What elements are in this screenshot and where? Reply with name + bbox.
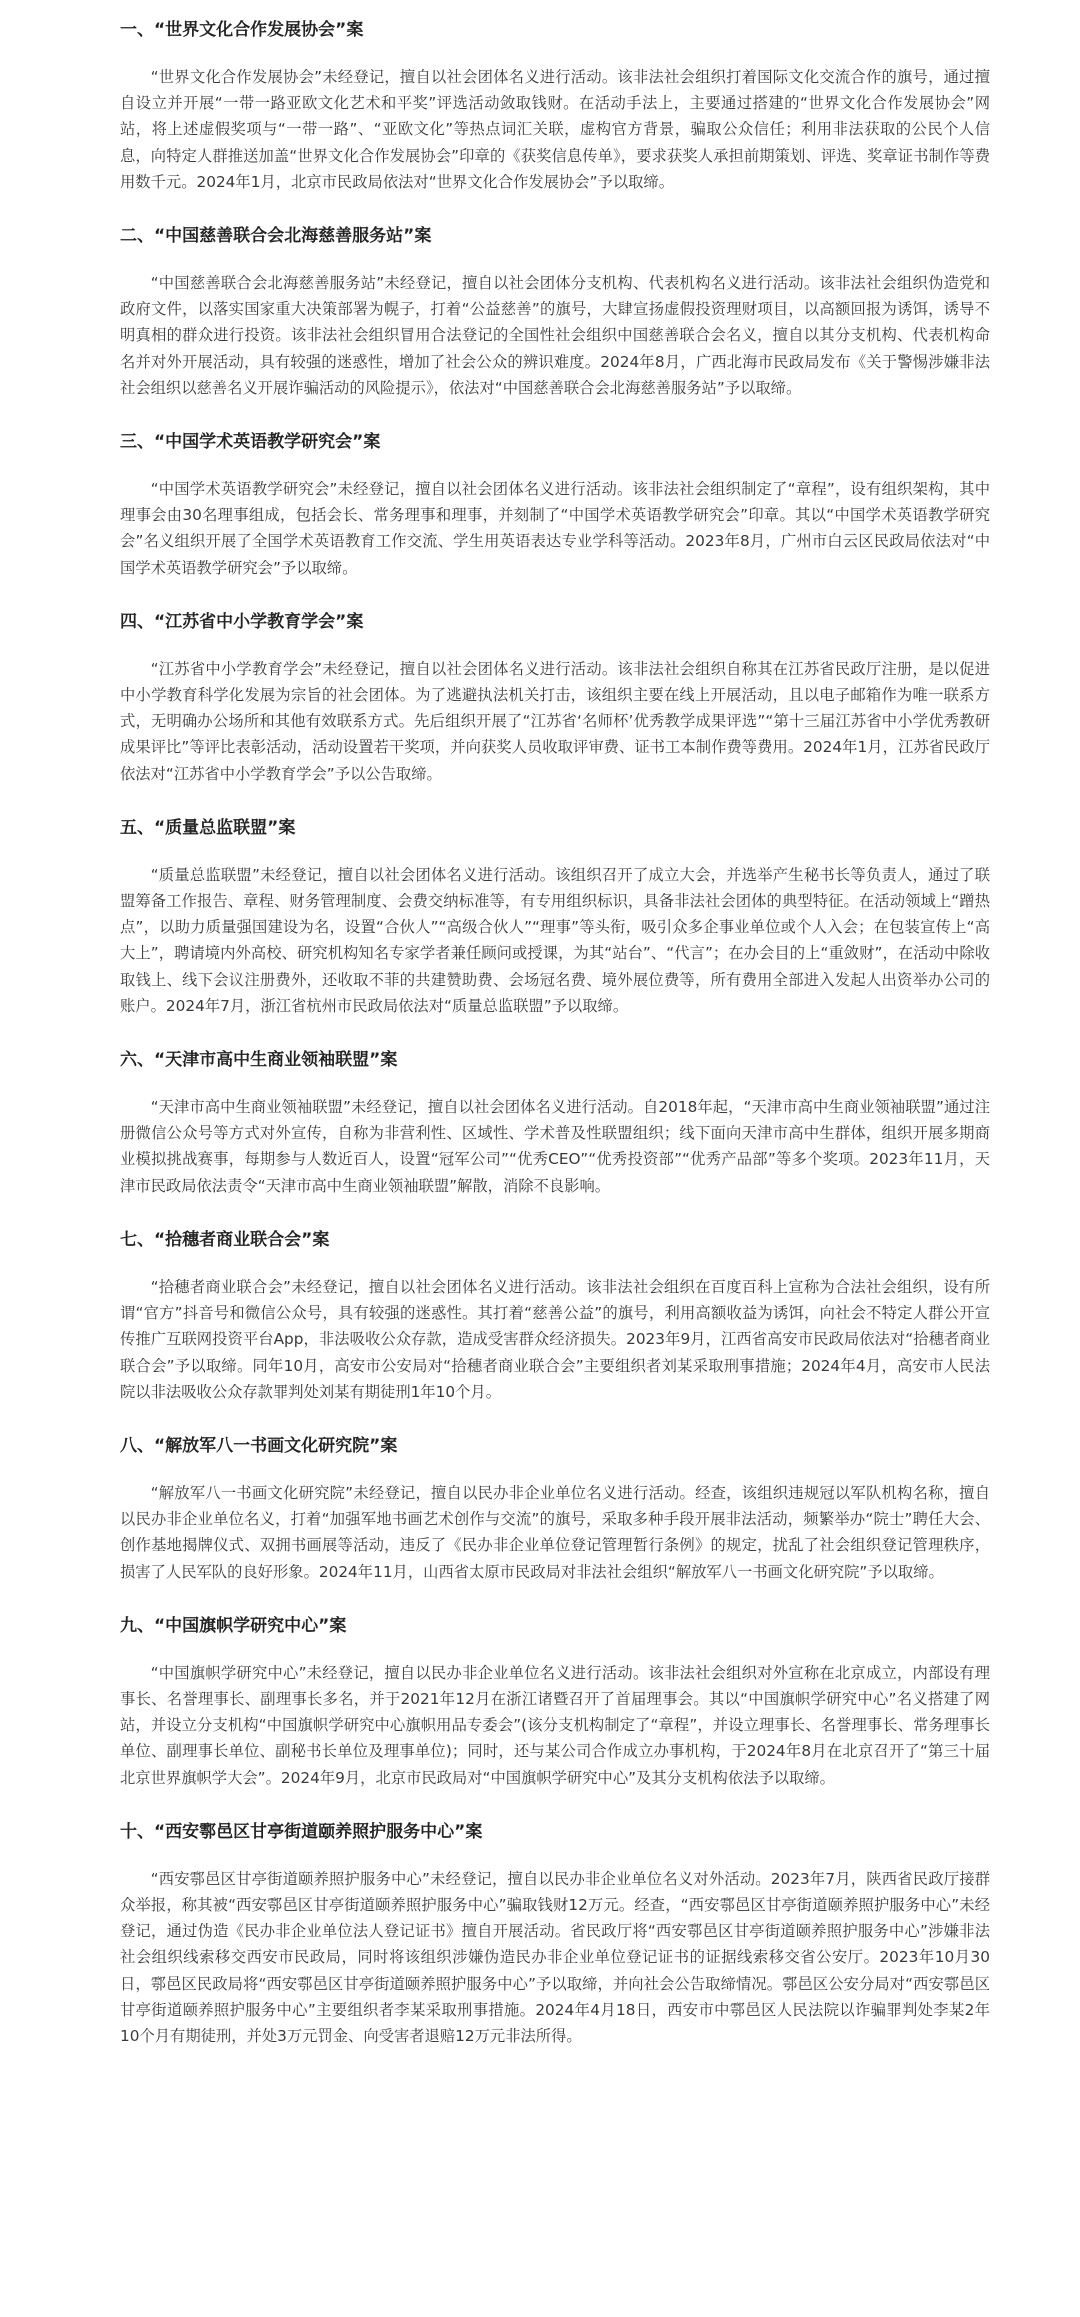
- case-heading: 一、“世界文化合作发展协会”案: [120, 20, 364, 40]
- case-section-4: [0, 608, 1080, 787]
- case-heading: 三、“中国学术英语教学研究会”案: [120, 432, 381, 453]
- case-heading: 八、“解放军八一书画文化研究院”案: [120, 1435, 398, 1456]
- case-section-9: [0, 1612, 1080, 1791]
- case-section-5: [0, 814, 1080, 1019]
- case-paragraph: “中国旗帜学研究中心”未经登记，擅自以民办非企业单位名义进行活动。该非法社会组织对外宣称在北京成立，内部设有理事长、名誉理事长、副理事长多名，并于2021年12月在浙江诸暨召开了首届理事会。其以“中国旗帜学研究中心”名义搭建了网站，并设立分支机构“中国旗帜学研究中心旗帜用品专委会”(该分支机构制定了“章程”，并设立理事长、名誉理事长、常务理事长单位、副理事长单位、副秘书长单位及理事单位)；同时，还与某公司合作成立办事机构，于2024年8月在北京召开了“第三十届北京世界旗帜学大会”。2024年9月，北京市民政局对“中国旗帜学研究中心”及其分支机构依法予以取缔。: [120, 1663, 990, 1787]
- case-paragraph: “天津市高中生商业领袖联盟”未经登记，擅自以社会团体名义进行活动。自2018年起，“天津市高中生商业领袖联盟”通过注册微信公众号等方式对外宣传，自称为非营利性、区域性、学术普及性联盟组织；线下面向天津市高中生群体，组织开展多期商业模拟挑战赛事，每期参与人数近百人，设置“冠军公司”“优秀CEO”“优秀投资部”“优秀产品部”等多个奖项。2023年11月，天津市民政局依法责令“天津市高中生商业领袖联盟”解散，消除不良影响。: [120, 1098, 990, 1195]
- case-paragraph: “中国慈善联合会北海慈善服务站”未经登记，擅自以社会团体分支机构、代表机构名义进行活动。该非法社会组织伪造党和政府文件，以落实国家重大决策部署为幌子，打着“公益慈善”的旗号，大肆宣扬虚假投资理财项目，以高额回报为诱饵，诱导不明真相的群众进行投资。该非法社会组织冒用合法登记的全国性社会组织中国慈善联合会名义，擅自以其分支机构、代表机构命名并对外开展活动，具有较强的迷惑性，增加了社会公众的辨识难度。2024年8月，广西北海市民政局发布《关于警惕涉嫌非法社会组织以慈善名义开展诈骗活动的风险提示》，依法对“中国慈善联合会北海慈善服务站”予以取缔。: [120, 274, 990, 397]
- case-paragraph: “解放军八一书画文化研究院”未经登记，擅自以民办非企业单位名义进行活动。经查，该组织违规冠以军队机构名称，擅自以民办非企业单位名义，打着“加强军地书画艺术创作与交流”的旗号，采取多种手段开展非法活动，频繁举办“院士”聘任大会、创作基地揭牌仪式、双拥书画展等活动，违反了《民办非企业单位登记管理暂行条例》的规定，扰乱了社会组织登记管理秩序，损害了人民军队的良好形象。2024年11月，山西省太原市民政局对非法社会组织“解放军八一书画文化研究院”予以取缔。: [120, 1483, 990, 1581]
- case-paragraph: “江苏省中小学教育学会”未经登记，擅自以社会团体名义进行活动。该非法社会组织自称其在江苏省民政厅注册，是以促进中小学教育科学化发展为宗旨的社会团体。为了逃避执法机关打击，该组织主要在线上开展活动，且以电子邮箱作为唯一联系方式，无明确办公场所和其他有效联系方式。先后组织开展了“江苏省‘名师杯’优秀教学成果评选”“第十三届江苏省中小学优秀教研成果评比”等评比表彰活动，活动设置若干奖项，并向获奖人员收取评审费、证书工本制作费等费用。2024年1月，江苏省民政厅依法对“江苏省中小学教育学会”予以公告取缔。: [120, 659, 990, 783]
- case-heading: 九、“中国旗帜学研究中心”案: [120, 1615, 347, 1636]
- case-paragraph: “拾穗者商业联合会”未经登记，擅自以社会团体名义进行活动。该非法社会组织在百度百科上宣称为合法社会组织，设有所谓“官方”抖音号和微信公众号，具有较强的迷惑性。其打着“慈善公益”的旗号，利用高额收益为诱饵，向社会不特定人群公开宣传推广互联网投资平台App，非法吸收公众存款，造成受害群众经济损失。2023年9月，江西省高安市民政局依法对“拾穗者商业联合会”予以取缔。同年10月，高安市公安局对“拾穗者商业联合会”主要组织者刘某采取刑事措施；2024年4月，高安市人民法院以非法吸收公众存款罪判处刘某有期徒刑1年10个月。: [120, 1277, 990, 1401]
- case-paragraph: “质量总监联盟”未经登记，擅自以社会团体名义进行活动。该组织召开了成立大会，并选举产生秘书长等负责人，通过了联盟筹备工作报告、章程、财务管理制度、会费交纳标准等，有专用组织标识，具备非法社会团体的典型特征。在活动领域上“蹭热点”，以助力质量强国建设为名，设置“合伙人”“高级合伙人”“理事”等头衔，吸引众多企事业单位或个人入会；在包装宣传上“高大上”，聘请境内外高校、研究机构知名专家学者兼任顾问或授课，为其“站台”、“代言”；在办会目的上“重敛财”，在活动中除收取钱上、线下会议注册费外，还收取不菲的共建赞助费、会场冠名费、境外展位费等，所有费用全部进入发起人出资举办公司的账户。2024年7月，浙江省杭州市民政局依法对“质量总监联盟”予以取缔。: [120, 865, 990, 1015]
- case-section-6: [0, 1046, 1080, 1199]
- case-section-10: [0, 1818, 1080, 2049]
- case-section-1: [0, 16, 1080, 195]
- case-paragraph: “西安鄠邑区甘亭街道颐养照护服务中心”未经登记，擅自以民办非企业单位名义对外活动。2023年7月，陕西省民政厅接群众举报，称其被“西安鄠邑区甘亭街道颐养照护服务中心”骗取钱财12万元。经查，“西安鄠邑区甘亭街道颐养照护服务中心”未经登记，通过伪造《民办非企业单位法人登记证书》擅自开展活动。省民政厅将“西安鄠邑区甘亭街道颐养照护服务中心”涉嫌非法社会组织线索移交西安市民政局，同时将该组织涉嫌伪造民办非企业单位登记证书的证据线索移交省公安厅。2023年10月30日，鄠邑区民政局将“西安鄠邑区甘亭街道颐养照护服务中心”予以取缔，并向社会公告取缔情况。鄠邑区公安分局对“西安鄠邑区甘亭街道颐养照护服务中心”主要组织者李某采取刑事措施。2024年4月18日，西安市中鄠邑区人民法院以诈骗罪判处李某2年10个月有期徒刑，并处3万元罚金、向受害者退赔12万元非法所得。: [120, 1869, 990, 2045]
- case-heading: 七、“拾穗者商业联合会”案: [120, 1229, 330, 1250]
- case-paragraph: “世界文化合作发展协会”未经登记，擅自以社会团体名义进行活动。该非法社会组织打着国际文化交流合作的旗号，通过擅自设立并开展“一带一路亚欧文化艺术和平奖”评选活动敛取钱财。在活动手法上，主要通过搭建的“世界文化合作发展协会”网站，将上述虚假奖项与“一带一路”、“亚欧文化”等热点词汇关联，虚构官方背景，骗取公众信任；利用非法获取的公民个人信息，向特定人群推送加盖“世界文化合作发展协会”印章的《获奖信息传单》，要求获奖人承担前期策划、评选、奖章证书制作等费用数千元。2024年1月，北京市民政局依法对“世界文化合作发展协会”予以取缔。: [120, 68, 990, 191]
- case-heading: 二、“中国慈善联合会北海慈善服务站”案: [120, 226, 432, 247]
- case-paragraph: “中国学术英语教学研究会”未经登记，擅自以社会团体名义进行活动。该非法社会组织制定了“章程”，设有组织架构，其中理事会由30名理事组成，包括会长、常务理事和理事，并刻制了“中国学术英语教学研究会”印章。其以“中国学术英语教学研究会”名义组织开展了全国学术英语教育工作交流、学生用英语表达专业学科等活动。2023年8月，广州市白云区民政局依法对“中国学术英语教学研究会”予以取缔。: [120, 480, 990, 577]
- case-heading: 四、“江苏省中小学教育学会”案: [120, 611, 364, 632]
- case-heading: 十、“西安鄠邑区甘亭街道颐养照护服务中心”案: [120, 1821, 483, 1842]
- case-section-8: [0, 1432, 1080, 1585]
- case-section-2: [0, 222, 1080, 401]
- case-section-3: [0, 428, 1080, 581]
- case-section-7: [0, 1226, 1080, 1405]
- case-heading: 五、“质量总监联盟”案: [120, 817, 296, 838]
- case-heading: 六、“天津市高中生商业领袖联盟”案: [120, 1050, 398, 1071]
